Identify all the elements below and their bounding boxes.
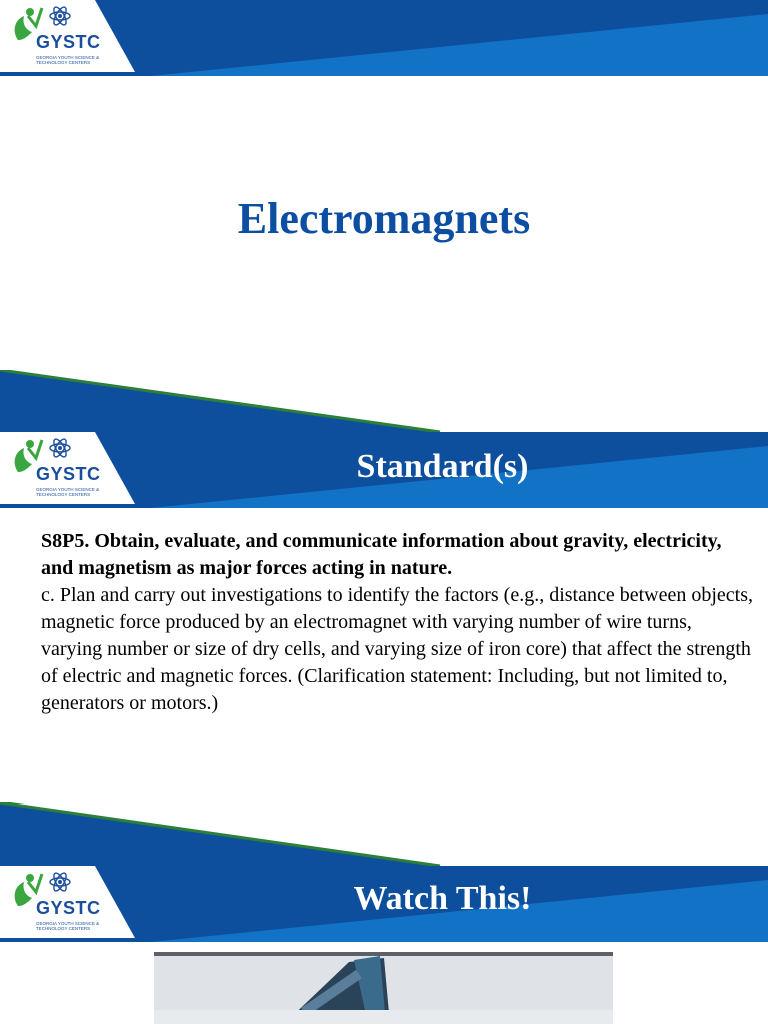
logo-name: GYSTC [36, 464, 101, 484]
slide-title: Standard(s) [356, 448, 529, 485]
gystc-logo [8, 434, 101, 504]
slide-1 [0, 0, 768, 432]
logo-subtitle: GEORGIA YOUTH SCIENCE & TECHNOLOGY CENTERS [36, 487, 100, 497]
standard-text-block [41, 528, 757, 717]
top-banner [0, 0, 768, 76]
gystc-logo [8, 868, 101, 938]
standard-heading: S8P5. Obtain, evaluate, and communicate information about gravity, electricity, and magnetism as major forces acting in nature. [41, 530, 722, 579]
video-thumbnail[interactable] [154, 952, 613, 1024]
logo-name: GYSTC [36, 898, 101, 918]
bottom-wave [0, 370, 768, 432]
slide-title: Electromagnets [237, 194, 531, 243]
logo-name: GYSTC [36, 32, 101, 52]
slide-2-bottom-wave [0, 802, 768, 866]
gystc-logo [8, 2, 101, 72]
video-thumbnail-image [154, 952, 613, 1024]
slide-2 [0, 432, 768, 804]
logo-subtitle: GEORGIA YOUTH SCIENCE & TECHNOLOGY CENTERS [36, 55, 100, 65]
standard-description: c. Plan and carry out investigations to identify the factors (e.g., distance between objects, magnetic force produced by an electromagnet with varying number of wire turns, varying number or size of dry cells, and varying size of iron core) that affect the strength of electric and magnetic forces. (Clarification statement: Including, but not limited to, generators or motors.) [41, 584, 754, 714]
logo-subtitle: GEORGIA YOUTH SCIENCE & TECHNOLOGY CENTERS [36, 921, 100, 931]
slide-title: Watch This! [353, 880, 532, 917]
